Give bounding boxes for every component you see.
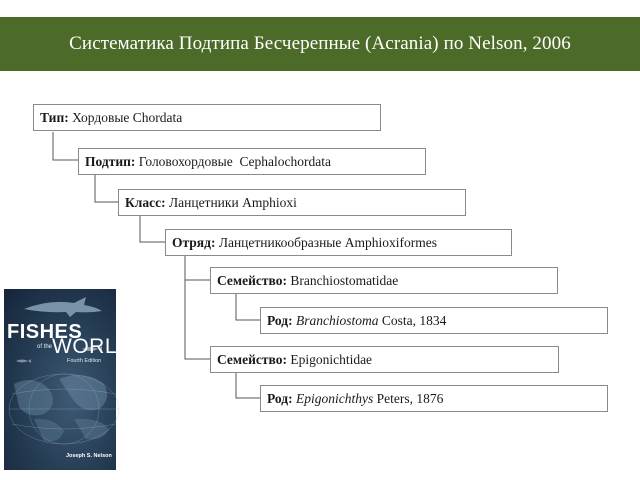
book-author: Joseph S. Nelson bbox=[66, 453, 112, 459]
genus1-box bbox=[260, 307, 608, 334]
book-cover-art bbox=[4, 289, 116, 470]
book-title-fishes: FISHES bbox=[7, 321, 83, 343]
genus2-author: Peters, 1876 bbox=[376, 390, 444, 406]
book-cover-image bbox=[4, 289, 133, 470]
book-title-of-the: of the bbox=[37, 344, 53, 350]
fish-silhouette bbox=[16, 359, 31, 363]
phylum-name: Хордовые Chordata bbox=[72, 109, 183, 125]
connector-family1-genus1 bbox=[236, 293, 260, 320]
connector-order-family1 bbox=[185, 255, 210, 280]
class-box bbox=[118, 189, 466, 216]
book-title-world: WORLD bbox=[52, 335, 133, 358]
shark-silhouette bbox=[24, 297, 102, 317]
family1-box bbox=[210, 267, 558, 294]
subphylum-rank: Подтип: bbox=[85, 153, 136, 169]
map-shape bbox=[34, 419, 64, 442]
family1-rank: Семейство: bbox=[217, 272, 287, 288]
connector-subphylum-class bbox=[95, 174, 118, 202]
order-box bbox=[165, 229, 512, 256]
family2-box bbox=[210, 346, 559, 373]
connector-class-order bbox=[140, 215, 165, 242]
genus2-genus: Epigonichthys bbox=[295, 390, 374, 406]
order-rank: Отряд: bbox=[172, 234, 216, 250]
connector-phylum-subphylum bbox=[53, 132, 78, 160]
family1-name: Branchiostomatidae bbox=[290, 272, 399, 288]
genus1-rank: Род: bbox=[267, 312, 293, 328]
subphylum-name-latin: Cephalochordata bbox=[239, 153, 331, 169]
connector-family2-genus2 bbox=[236, 372, 260, 398]
phylum-rank: Тип: bbox=[40, 109, 69, 125]
subphylum-box bbox=[78, 148, 426, 175]
family2-rank: Семейство: bbox=[217, 351, 287, 367]
genus2-box bbox=[260, 385, 608, 412]
genus1-author: Costa, 1834 bbox=[381, 312, 447, 328]
phylum-box bbox=[33, 104, 381, 131]
order-name: Ланцетникообразные Amphioxiformes bbox=[218, 234, 437, 250]
map-shape bbox=[74, 419, 109, 440]
genus2-rank: Род: bbox=[267, 390, 293, 406]
map-shape bbox=[14, 380, 53, 415]
book-edition: Fourth Edition bbox=[67, 358, 102, 364]
genus1-genus: Branchiostoma bbox=[295, 312, 379, 328]
page-title: Систематика Подтипа Бесчерепные (Acrania) по Nelson, 2006 bbox=[69, 33, 571, 54]
connector-order-family2 bbox=[185, 280, 210, 359]
map-shape bbox=[59, 375, 107, 410]
class-name: Ланцетники Amphioxi bbox=[168, 194, 297, 210]
class-rank: Класс: bbox=[125, 194, 166, 210]
subphylum-name: Головохордовые bbox=[138, 153, 233, 169]
family2-name: Epigonichtidae bbox=[290, 351, 373, 367]
